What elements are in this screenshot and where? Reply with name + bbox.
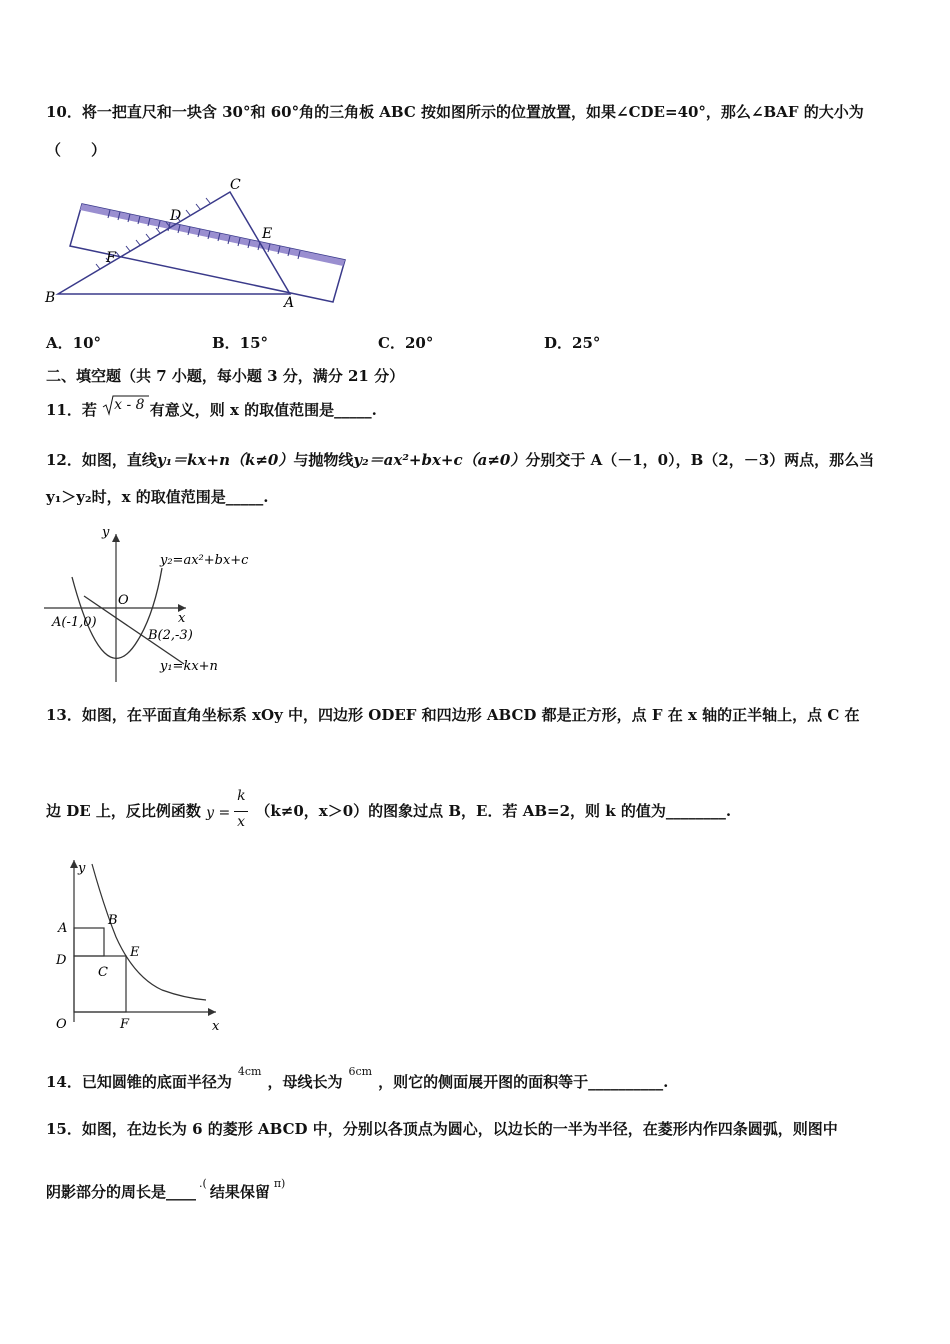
parabola-y2 [72,568,162,658]
fig12-b: B(2,-3) [148,628,193,643]
fig12-o: O [118,593,129,608]
q10-option-d[interactable]: D．25° [544,334,601,352]
q14-radius: 4cm [237,1065,262,1078]
q14-slant: 6cm [348,1065,373,1078]
fig12-x: x [178,611,186,626]
q12-y1-def: y₁＝kx+n（k≠0） [156,451,294,469]
label-f: F [106,250,116,266]
q10-paren: （ ） [46,141,107,159]
fig12-a: A(-1,0) [52,615,97,630]
fig13-d: D [56,953,67,968]
q10-option-b[interactable]: B．15° [212,334,269,352]
square-abcd [74,928,104,956]
section-2-heading: 二、填空题（共 7 小题，每小题 3 分，满分 21 分） [46,367,405,385]
q13-line2-b: （k≠0，x＞0）的图象过点 B，E．若 AB=2，则 k 的值为________. [255,802,732,820]
fig13-o: O [56,1017,67,1032]
q11-pre: 11．若 [46,401,97,419]
q12-line2: y₁＞y₂时，x 的取值范围是_____. [46,488,269,506]
frac-denominator: x [237,814,246,830]
q15-pi: π) [273,1177,286,1190]
fig13-a: A [58,921,68,936]
fig12-y2-label: y₂=ax²+bx+c [160,553,249,568]
label-e: E [262,226,273,242]
q13-line2-a: 边 DE 上，反比例函数 [46,802,201,820]
hyperbola [92,864,206,1000]
frac-numerator: k [237,788,246,804]
q11-radicand: x - 8 [114,397,145,413]
q13-fraction [206,788,250,832]
label-d: D [170,208,182,224]
frac-y: y = [206,805,231,821]
q14-a: 14．已知圆锥的底面半径为 [46,1073,232,1091]
q14-c: ，则它的侧面展开图的面积等于__________. [378,1073,669,1091]
q12-y2-def: y₂＝ax²+bx+c（a≠0） [353,451,526,469]
fig13-y: y [78,861,86,876]
q12-line1-b: 与抛物线 [293,451,354,469]
q15-line1: 15．如图，在边长为 6 的菱形 ABCD 中，分别以各顶点为圆心，以边长的一半为半径，在菱形内作四条圆弧，则图中 [46,1120,838,1138]
q15-line2 [46,1177,286,1204]
q12-line1-c: 分别交于 A（－1，0），B（2，－3）两点，那么当 [525,451,875,469]
q15-line2-a: 阴影部分的周长是____ [46,1183,197,1201]
q13-line2 [46,788,732,832]
fig13-e: E [130,945,140,960]
q14-b: ，母线长为 [267,1073,343,1091]
q15-line2-b: 结果保留 [209,1183,270,1201]
q10-figure [40,172,360,312]
q13-line1: 13．如图，在平面直角坐标系 xOy 中，四边形 ODEF 和四边形 ABCD 都是正方形，点 F 在 x 轴的正半轴上，点 C 在 [46,706,860,724]
label-a: A [284,295,295,311]
fig12-y1-label: y₁=kx+n [160,659,218,674]
fig13-x: x [212,1019,220,1034]
q10-option-c[interactable]: C．20° [378,334,434,352]
label-b: B [45,290,56,306]
fig13-c: C [98,965,108,980]
q13-figure [44,852,244,1037]
q12-line1 [46,450,874,470]
q14-line [46,1065,669,1094]
q10-text: 10．将一把直尺和一块含 30°和 60°角的三角板 ABC 按如图所示的位置放置，如果∠CDE=40°，那么∠BAF 的大小为 [46,103,864,121]
q11-sqrt [102,397,145,421]
fig12-y: y [102,525,110,540]
fig13-f: F [120,1017,130,1032]
q11-post: 有意义，则 x 的取值范围是_____. [149,401,377,419]
q15-paren-open: .( [199,1177,207,1190]
fig13-b: B [108,913,118,928]
q12-figure [44,522,284,687]
q11-line [46,397,377,421]
q10-option-a[interactable]: A．10° [46,334,102,352]
label-c: C [230,177,241,193]
q12-line1-a: 12．如图，直线 [46,451,157,469]
